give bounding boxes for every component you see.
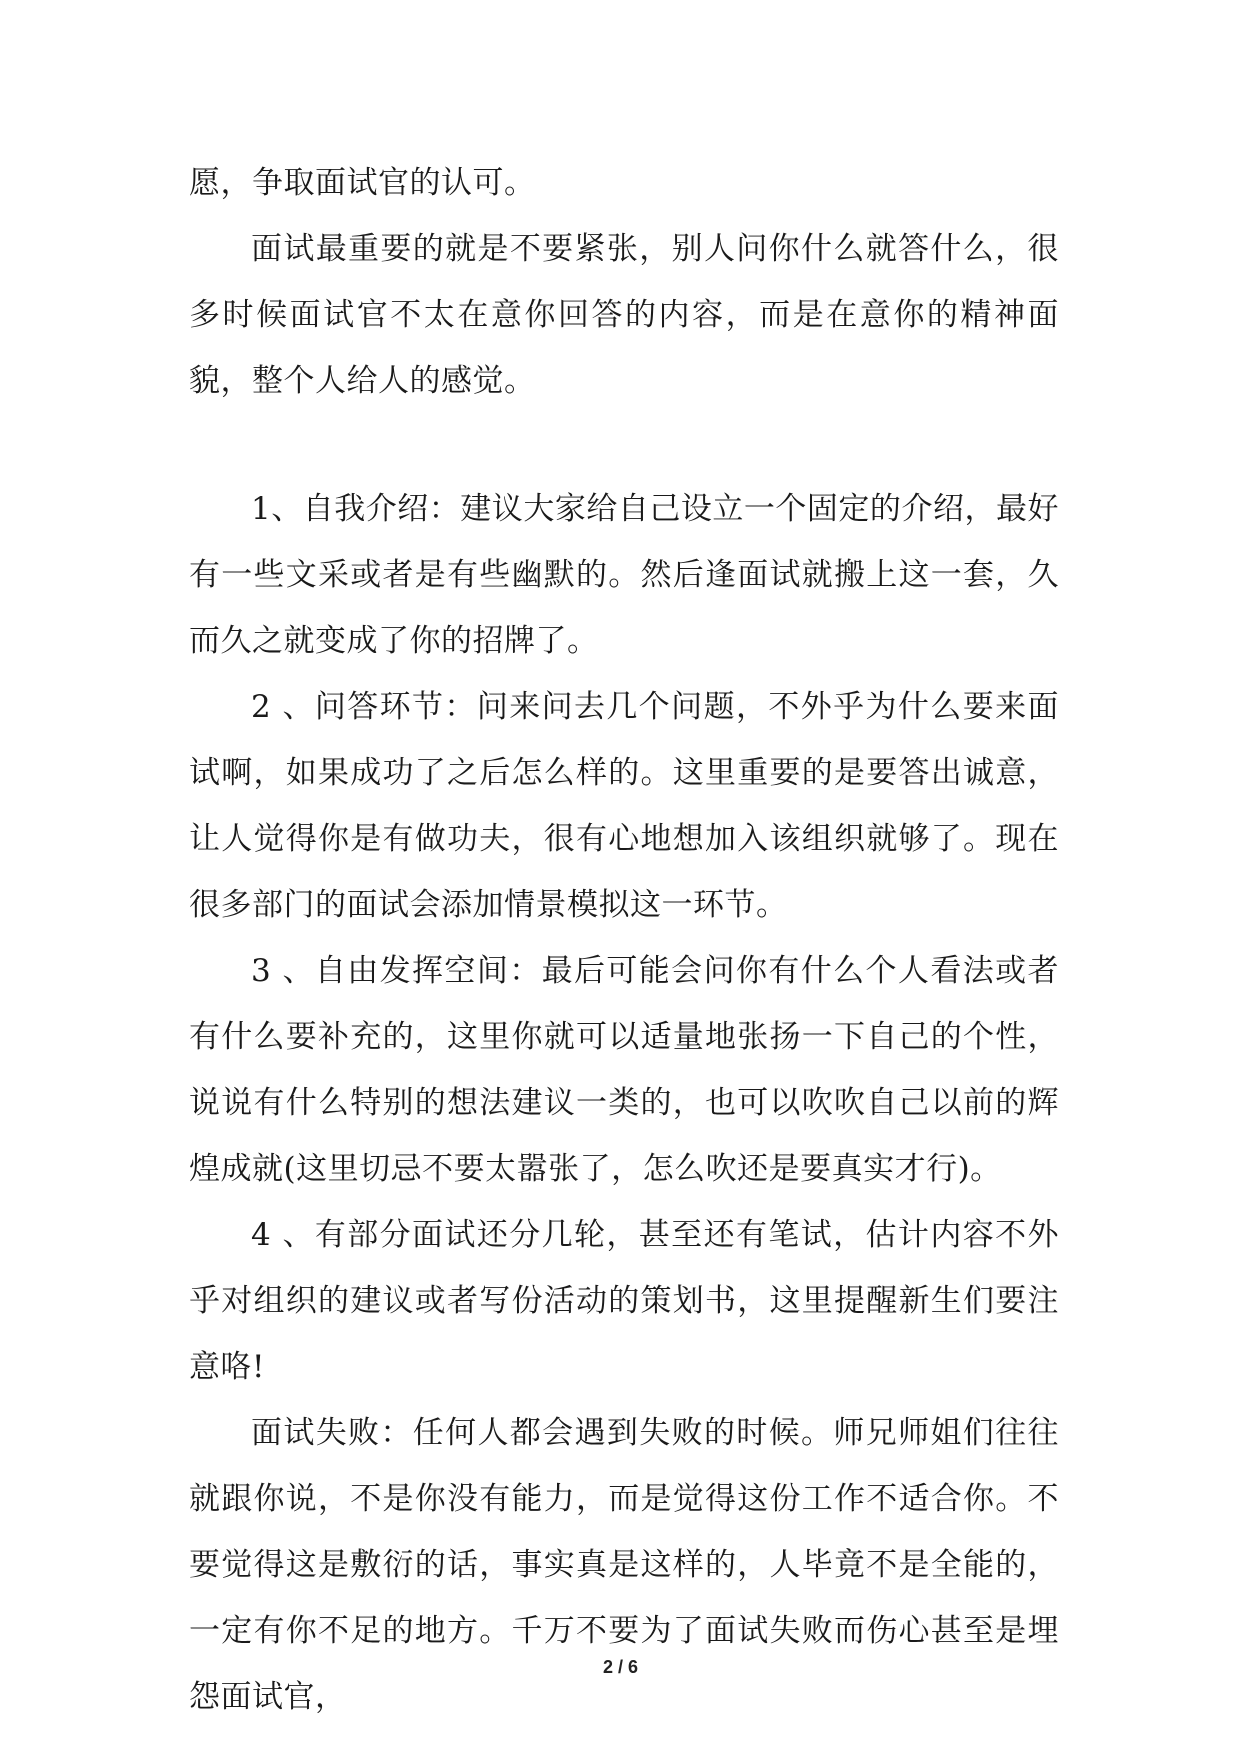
paragraph-continuation: 愿，争取面试官的认可。 bbox=[189, 165, 536, 201]
page-number: 2 / 6 bbox=[602, 1657, 639, 1677]
paragraph-interview-failure: 面试失败：任何人都会遇到失败的时候。师兄师姐们往往就跟你说，不是你没有能力，而是觉得这份工作不适合你。不要觉得这是敷衍的话，事实真是这样的，人毕竟不是全能的，一定有你不足的地方。千万不要为了面试失败而伤心甚至是埋怨面试官， bbox=[189, 1415, 1059, 1715]
paragraph-self-introduction: 1、自我介绍：建议大家给自己设立一个固定的介绍，最好有一些文采或者是有些幽默的。然后逢面试就搬上这一套，久而久之就变成了你的招牌了。 bbox=[189, 491, 1059, 659]
paragraph-multiple-rounds: 4 、有部分面试还分几轮，甚至还有笔试，估计内容不外乎对组织的建议或者写份活动的策划书，这里提醒新生们要注意咯! bbox=[189, 1217, 1059, 1385]
document-body bbox=[189, 150, 1059, 1730]
paragraph-free-expression: 3 、自由发挥空间：最后可能会问你有什么个人看法或者有什么要补充的，这里你就可以适量地张扬一下自己的个性，说说有什么特别的想法建议一类的，也可以吹吹自己以前的辉煌成就(这里切忌不要太嚣张了，怎么吹还是要真实才行)。 bbox=[189, 953, 1059, 1187]
paragraph-qa-session: 2 、问答环节：问来问去几个问题，不外乎为什么要来面试啊，如果成功了之后怎么样的。这里重要的是要答出诚意，让人觉得你是有做功夫，很有心地想加入该组织就够了。现在很多部门的面试会添加情景模拟这一环节。 bbox=[189, 689, 1059, 923]
paragraph-interview-tips: 面试最重要的就是不要紧张，别人问你什么就答什么，很多时候面试官不太在意你回答的内容，而是在意你的精神面貌，整个人给人的感觉。 bbox=[189, 231, 1059, 399]
paragraph-spacer bbox=[189, 414, 1059, 476]
